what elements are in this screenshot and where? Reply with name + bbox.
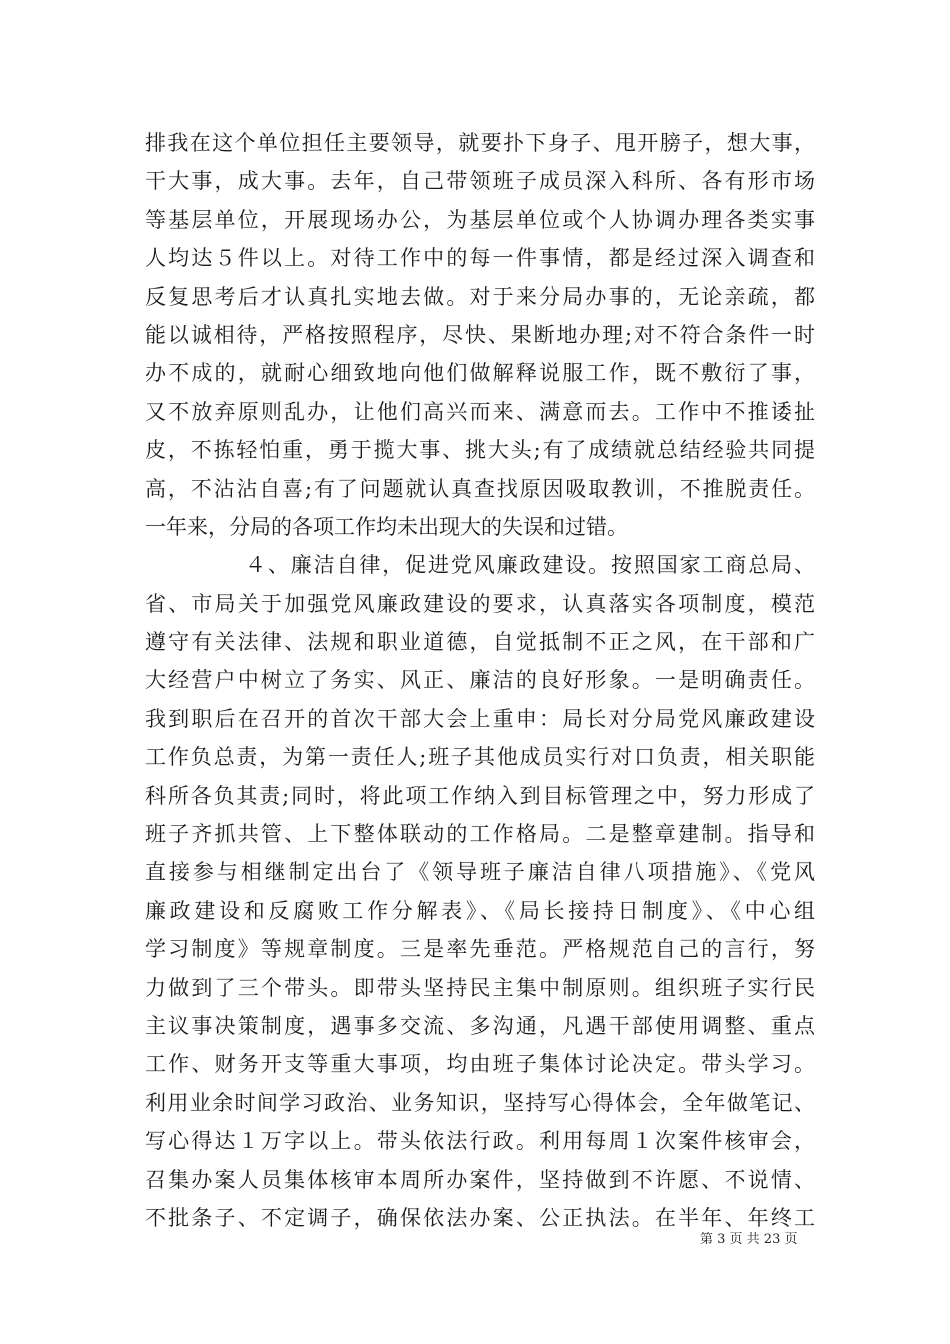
text-line: 召集办案人员集体核审本周所办案件，坚持做到不许愿、不说情、	[145, 1167, 815, 1192]
text-line: 省、市局关于加强党风廉政建设的要求，认真落实各项制度，模范	[145, 591, 815, 616]
text-line: 大经营户中树立了务实、风正、廉洁的良好形象。一是明确责任。	[145, 668, 815, 693]
text-line: 直接参与相继制定出台了《领导班子廉洁自律八项措施》、《党风	[145, 860, 815, 885]
paragraph-end-line: 一年来，分局的各项工作均未出现大的失误和过错。	[145, 514, 628, 539]
text-line: 排我在这个单位担任主要领导，就要扑下身子、甩开膀子，想大事，	[145, 131, 815, 155]
text-line: 廉政建设和反腐败工作分解表》、《局长接持日制度》、《中心组	[145, 898, 815, 923]
text-line: 学习制度》等规章制度。三是率先垂范。严格规范自己的言行，努	[145, 937, 815, 962]
text-line: 等基层单位，开展现场办公，为基层单位或个人协调办理各类实事	[145, 207, 815, 232]
text-line: 写心得达１万字以上。带头依法行政。利用每周１次案件核审会，	[145, 1129, 815, 1154]
body-text	[145, 124, 815, 1237]
text-line: 我到职后在召开的首次干部大会上重申：局长对分局党风廉政建设	[145, 706, 815, 731]
text-line: 班子齐抓共管、上下整体联动的工作格局。二是整章建制。指导和	[145, 822, 815, 847]
page-number-footer: 第 3 页 共 23 页	[700, 1232, 798, 1247]
text-line: 反复思考后才认真扎实地去做。对于来分局办事的，无论亲疏，都	[145, 284, 815, 309]
text-line: 遵守有关法律、法规和职业道德，自觉抵制不正之风，在干部和广	[145, 630, 815, 655]
section-heading-line: ４、廉洁自律，促进党风廉政建设。按照国家工商总局、	[245, 553, 815, 578]
text-line: 办不成的，就耐心细致地向他们做解释说服工作，既不敷衍了事，	[145, 361, 815, 386]
text-line: 工作、财务开支等重大事项，均由班子集体讨论决定。带头学习。	[145, 1052, 815, 1077]
text-line: 科所各负其责;同时，将此项工作纳入到目标管理之中，努力形成了	[145, 783, 815, 808]
text-line: 高，不沾沾自喜;有了问题就认真查找原因吸取教训，不推脱责任。	[145, 476, 815, 501]
text-line: 能以诚相待，严格按照程序，尽快、果断地办理;对不符合条件一时	[145, 322, 815, 347]
text-line: 工作负总责，为第一责任人;班子其他成员实行对口负责，相关职能	[145, 745, 815, 770]
text-line: 不批条子、不定调子，确保依法办案、公正执法。在半年、年终工	[145, 1205, 815, 1230]
text-line: 皮，不拣轻怕重，勇于揽大事、挑大头;有了成绩就总结经验共同提	[145, 438, 815, 463]
text-line: 主议事决策制度，遇事多交流、多沟通，凡遇干部使用调整、重点	[145, 1013, 815, 1038]
text-line: 利用业余时间学习政治、业务知识，坚持写心得体会，全年做笔记、	[145, 1090, 815, 1115]
text-line: 人均达５件以上。对待工作中的每一件事情，都是经过深入调查和	[145, 246, 815, 271]
text-line: 力做到了三个带头。即带头坚持民主集中制原则。组织班子实行民	[145, 975, 815, 1000]
text-line: 干大事，成大事。去年，自己带领班子成员深入科所、各有形市场	[145, 169, 815, 194]
text-line: 又不放弃原则乱办，让他们高兴而来、满意而去。工作中不推诿扯	[145, 399, 815, 424]
